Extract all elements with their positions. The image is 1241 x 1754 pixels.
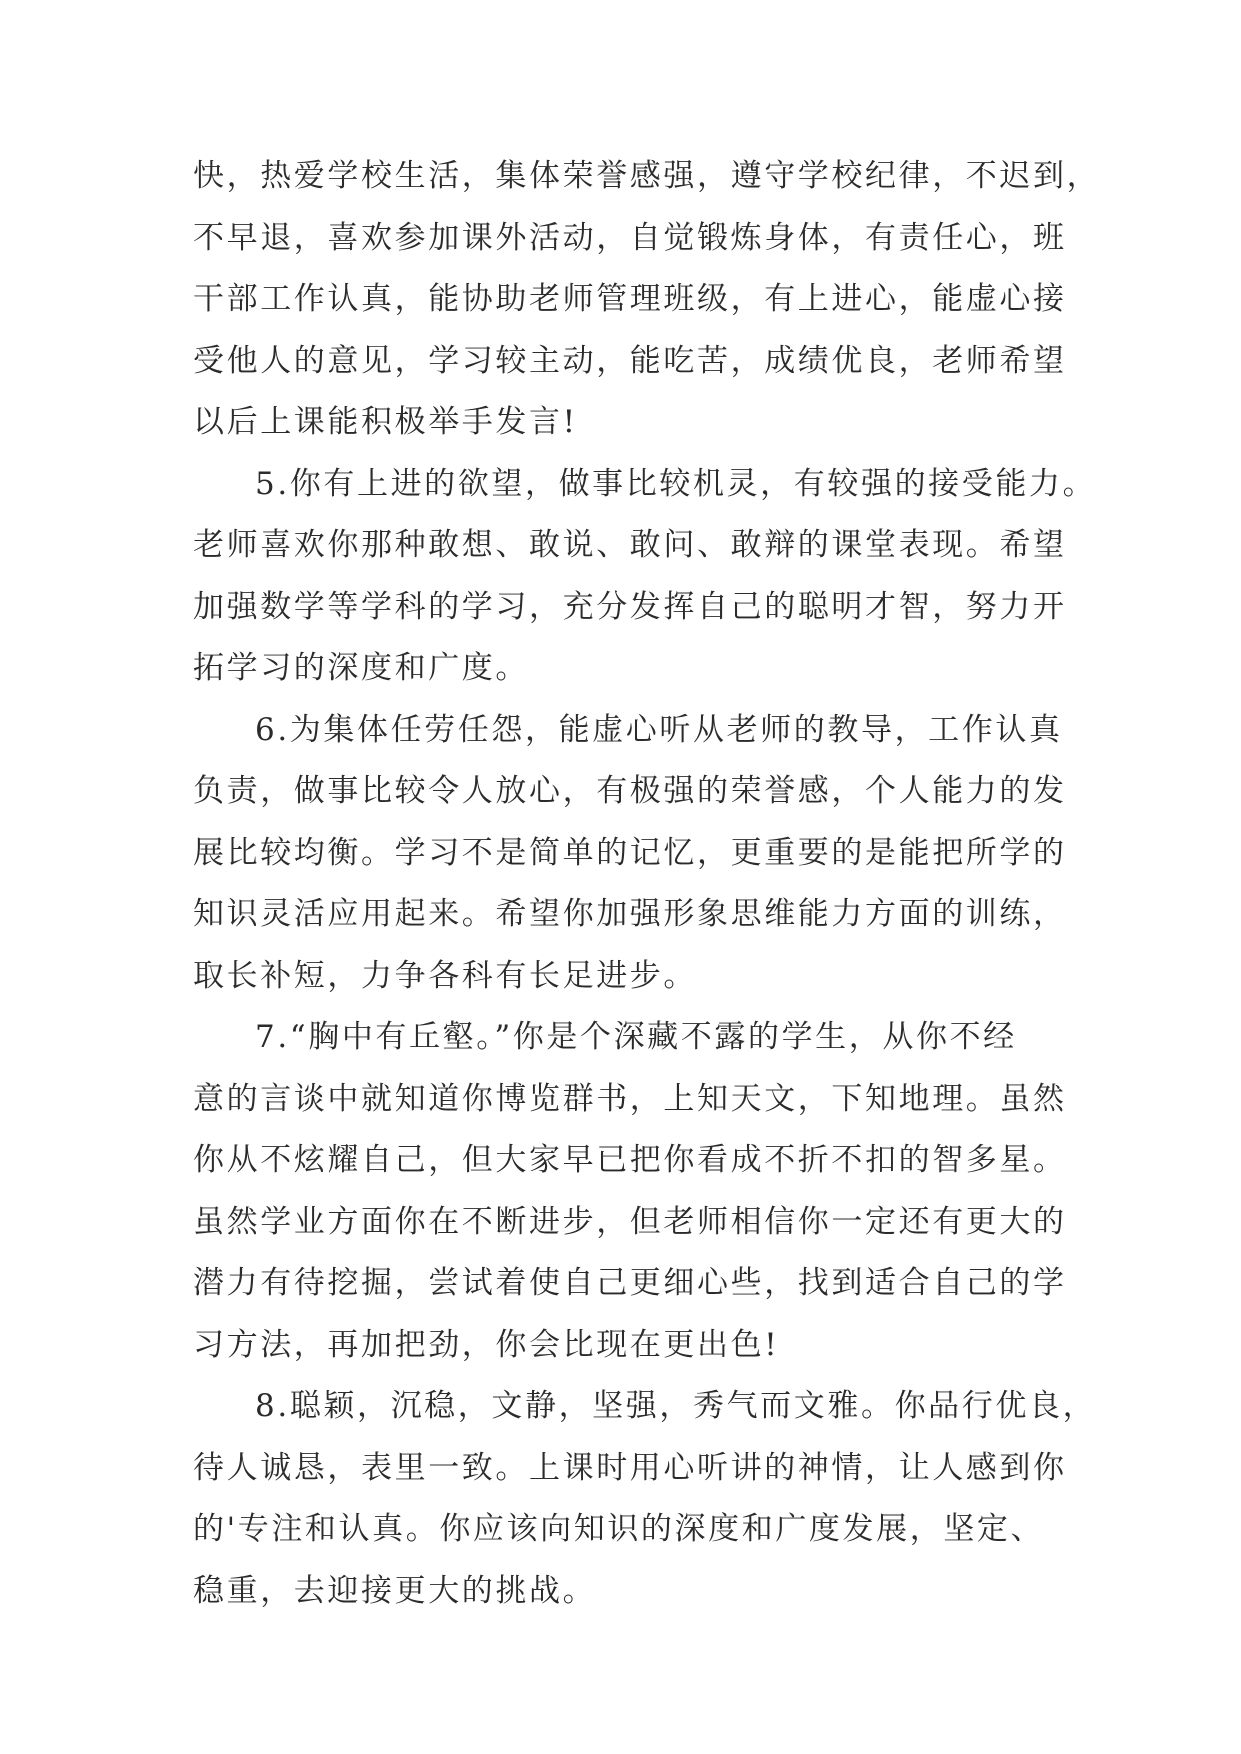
text-line: 取长补短，力争各科有长足进步。 — [193, 957, 697, 994]
text-line: 意的言谈中就知道你博览群书，上知天文，下知地理。虽然 — [193, 1080, 1067, 1117]
text-line: 的'专注和认真。你应该向知识的深度和广度发展，坚定、 — [193, 1511, 1045, 1547]
text-line: 负责，做事比较令人放心，有极强的荣誉感，个人能力的发 — [193, 773, 1067, 809]
text-line: 展比较均衡。学习不是简单的记忆，更重要的是能把所学的 — [193, 834, 1067, 871]
text-line: 知识灵活应用起来。希望你加强形象思维能力方面的训练， — [193, 896, 1067, 932]
text-line: 虽然学业方面你在不断进步，但老师相信你一定还有更大的 — [193, 1203, 1067, 1240]
text-line: 以后上课能积极举手发言! — [193, 404, 578, 440]
paragraph-first-line: 7.“胸中有丘壑。”你是个深藏不露的学生，从你不经 — [255, 1019, 1017, 1055]
body-text — [193, 146, 1101, 1622]
paragraph-first-line: 6.为集体任劳任怨，能虚心听从老师的教导，工作认真 — [255, 711, 1063, 748]
text-line: 你从不炫耀自己，但大家早已把你看成不折不扣的智多星。 — [193, 1142, 1067, 1178]
text-line: 快，热爱学校生活，集体荣誉感强，遵守学校纪律，不迟到， — [193, 158, 1101, 194]
text-line: 习方法，再加把劲，你会比现在更出色! — [193, 1326, 780, 1363]
text-line: 加强数学等学科的学习，充分发挥自己的聪明才智，努力开 — [193, 588, 1067, 625]
text-line: 不早退，喜欢参加课外活动，自觉锻炼身体，有责任心，班 — [193, 219, 1067, 256]
text-line: 老师喜欢你那种敢想、敢说、敢问、敢辩的课堂表现。希望 — [193, 527, 1067, 563]
text-line: 受他人的意见，学习较主动，能吃苦，成绩优良，老师希望 — [193, 342, 1067, 379]
paragraph-first-line: 5.你有上进的欲望，做事比较机灵，有较强的接受能力。 — [255, 465, 1097, 502]
paragraph-first-line: 8.聪颖，沉稳，文静，坚强，秀气而文雅。你品行优良， — [255, 1388, 1097, 1424]
text-line: 干部工作认真，能协助老师管理班级，有上进心，能虚心接 — [193, 281, 1067, 317]
text-line: 潜力有待挖掘，尝试着使自己更细心些，找到适合自己的学 — [193, 1265, 1067, 1301]
text-line: 稳重，去迎接更大的挑战。 — [193, 1572, 597, 1609]
text-line: 拓学习的深度和广度。 — [193, 650, 529, 686]
text-line: 待人诚恳，表里一致。上课时用心听讲的神情，让人感到你 — [193, 1449, 1067, 1486]
